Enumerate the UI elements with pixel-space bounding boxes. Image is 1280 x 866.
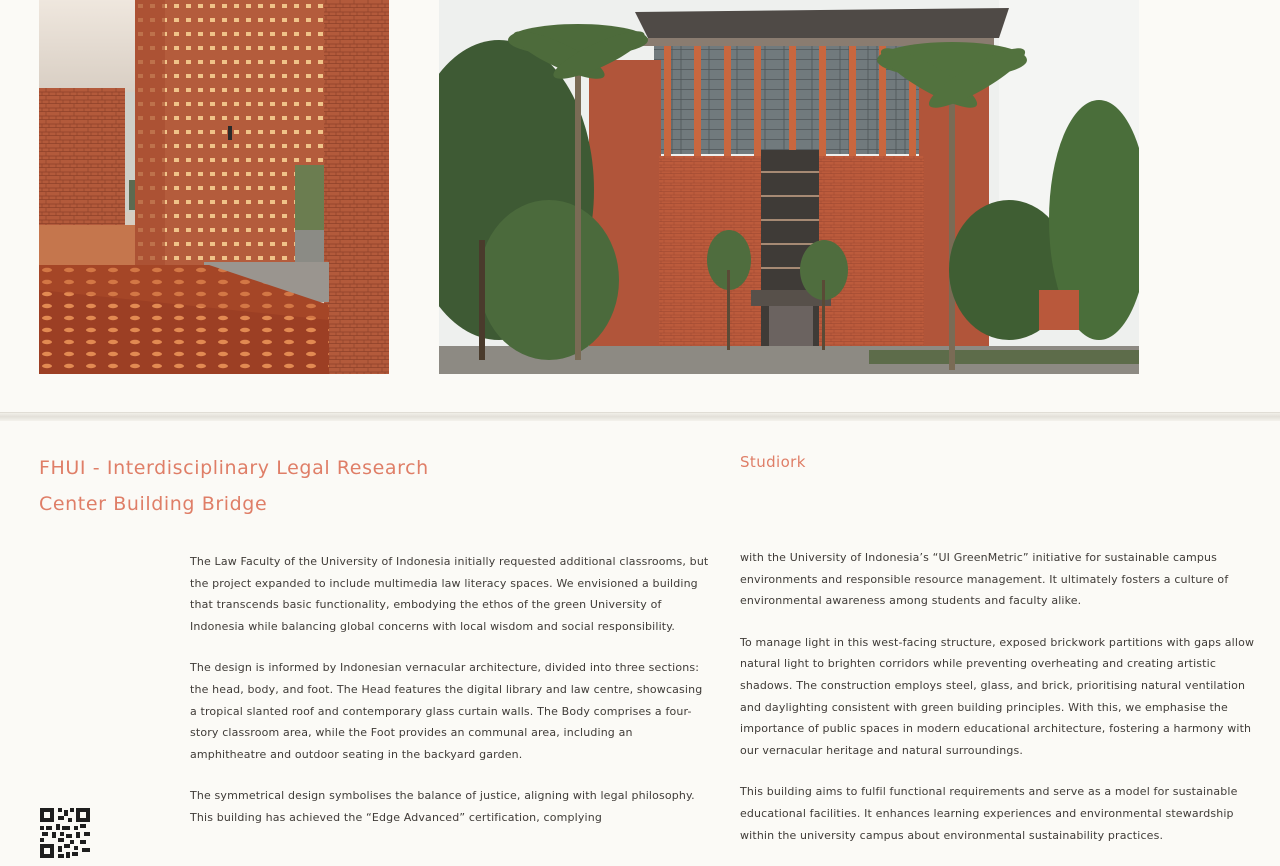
photo-building-facade bbox=[439, 0, 1139, 374]
body-paragraph: This building aims to fulfil functional requirements and serve as a model for sustainable educational facilities. It enhances learning experiences and environmental stewardship within the university campus about environmental sustainability practices. bbox=[740, 785, 1238, 842]
project-title bbox=[39, 450, 559, 522]
body-paragraph: The symmetrical design symbolises the balance of justice, aligning with legal philosophy. This building has achieved the “Edge Advanced” certification, complying bbox=[190, 789, 695, 824]
architect-name: Studiork bbox=[740, 453, 806, 471]
project-title-line-2: Center Building Bridge bbox=[39, 493, 268, 515]
body-column-left bbox=[190, 551, 710, 849]
body-paragraph: To manage light in this west-facing structure, exposed brickwork partitions with gaps allow natural light to brighten corridors while preventing overheating and creating artistic shadows. The construction employs steel, glass, and brick, prioritising natural ventilation and daylighting consistent with green building principles. With this, we emphasise the importance of public spaces in modern educational architecture, fostering a harmony with our vernacular heritage and natural surroundings. bbox=[740, 635, 1255, 757]
page-fold bbox=[0, 412, 1280, 421]
body-paragraph: with the University of Indonesia’s “UI GreenMetric” initiative for sustainable campus environments and responsible resource management. It ultimately fosters a culture of environmental awareness among students and faculty alike. bbox=[740, 551, 1229, 608]
body-paragraph: The design is informed by Indonesian vernacular architecture, divided into three sections: the head, body, and foot. The Head features the digital library and law centre, showcasing a tropical slanted roof and contemporary glass curtain walls. The Body comprises a four-story classroom area, while the Foot provides an communal area, including an amphitheatre and outdoor seating in the backyard garden. bbox=[190, 661, 703, 761]
body-paragraph: The Law Faculty of the University of Indonesia initially requested additional classrooms, but the project expanded to include multimedia law literacy spaces. We envisioned a building that transcends basic functionality, embodying the ethos of the green University of Indonesia while balancing global concerns with local wisdom and social responsibility. bbox=[190, 555, 709, 633]
photo-brick-colonnade bbox=[39, 0, 389, 374]
qr-code-icon[interactable] bbox=[40, 808, 90, 858]
body-column-right bbox=[740, 547, 1260, 866]
project-title-line-1: FHUI - Interdisciplinary Legal Research bbox=[39, 457, 429, 479]
